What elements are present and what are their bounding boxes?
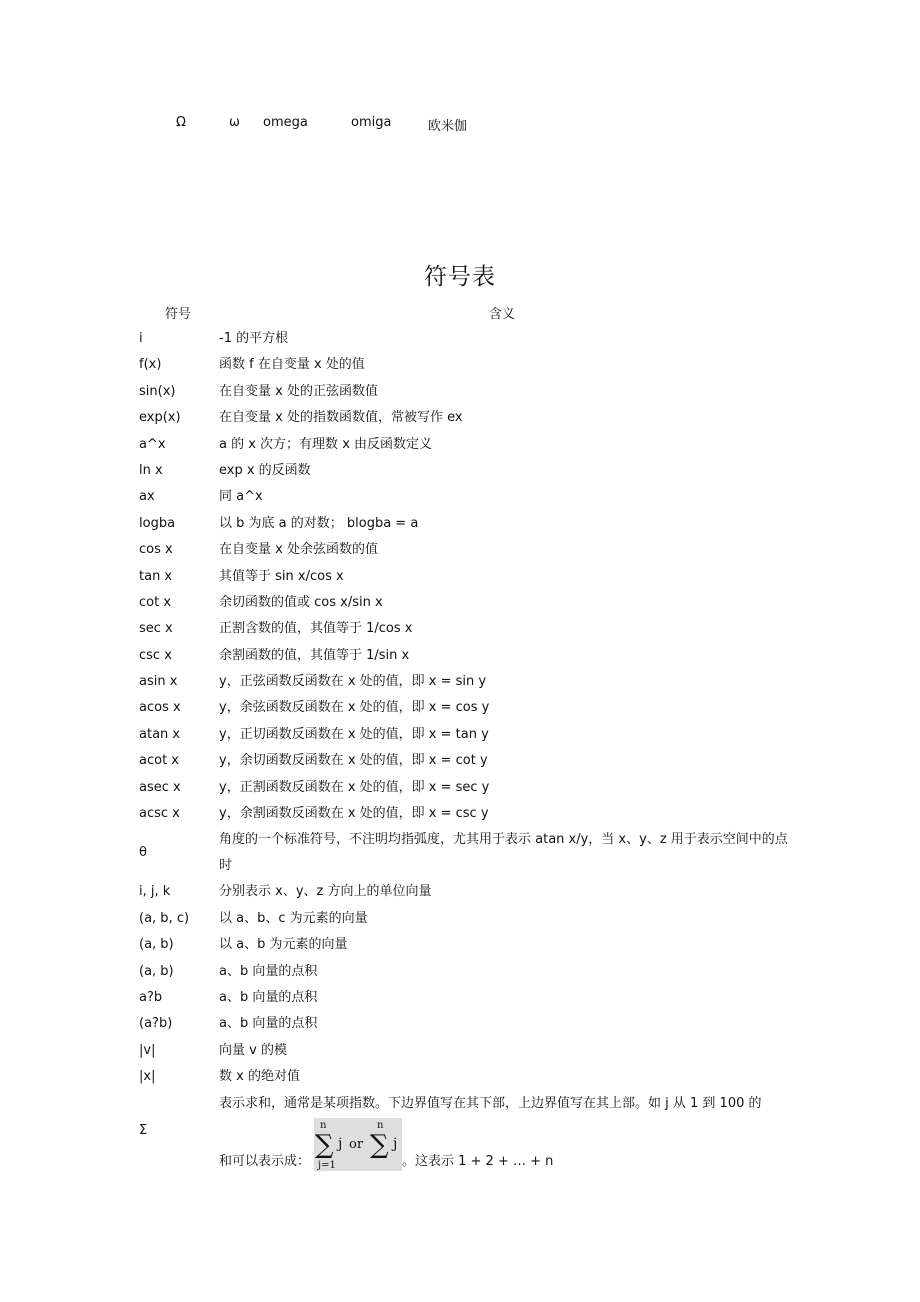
symbol-cell: sec x — [139, 621, 173, 637]
meaning-cell-line2: 和可以表示成： — [219, 1153, 311, 1169]
symbol-cell: sin(x) — [139, 383, 176, 399]
table-row — [0, 643, 920, 669]
greek-uppercase: Ω — [176, 115, 186, 130]
sum-symbol-2: ∑ — [370, 1129, 389, 1160]
symbol-cell: atan x — [139, 726, 181, 742]
table-row — [0, 564, 920, 590]
symbol-cell: ax — [139, 489, 155, 505]
table-row — [0, 458, 920, 484]
meaning-cell: 分别表示 x、y、z 方向上的单位向量 — [219, 884, 432, 900]
sum-lower-limit: j=1 — [318, 1159, 336, 1171]
summation-formula-image — [314, 1118, 402, 1171]
meaning-cell: 数 x 的绝对值 — [219, 1069, 300, 1085]
symbol-cell: tan x — [139, 568, 173, 584]
table-row — [0, 616, 920, 642]
meaning-cell: y，余切函数反函数在 x 处的值，即 x = cot y — [219, 753, 488, 769]
meaning-cell: 以 a、b、c 为元素的向量 — [219, 910, 368, 926]
meaning-cell: 正割含数的值，其值等于 1/cos x — [219, 621, 413, 637]
meaning-cell: a、b 向量的点积 — [219, 963, 318, 979]
symbol-cell: logba — [139, 515, 176, 531]
meaning-cell: 在自变量 x 处的指数函数值，常被写作 ex — [219, 410, 463, 426]
meaning-cell-line1: 表示求和，通常是某项指数。下边界值写在其下部，上边界值写在其上部。如 j 从 1 到 100 的 — [219, 1095, 762, 1111]
symbol-cell: acsc x — [139, 806, 180, 822]
symbol-cell: a?b — [139, 989, 163, 1005]
sum-connector: or — [349, 1136, 364, 1152]
table-row — [0, 932, 920, 958]
symbol-cell: acos x — [139, 700, 181, 716]
table-row — [0, 326, 920, 352]
symbol-cell: acot x — [139, 753, 179, 769]
meaning-cell: a、b 向量的点积 — [219, 989, 318, 1005]
symbol-column-header: 符号 — [165, 307, 192, 322]
symbol-cell: exp(x) — [139, 410, 181, 426]
sum-term-2: j — [393, 1135, 398, 1152]
meaning-column-header: 含义 — [489, 307, 516, 322]
symbol-cell: f(x) — [139, 357, 162, 373]
symbol-cell: |v| — [139, 1042, 156, 1058]
greek-lowercase: ω — [229, 115, 240, 130]
table-row — [0, 748, 920, 774]
meaning-cell-tail: 。这表示 1 + 2 + … + n — [402, 1153, 554, 1169]
meaning-cell: 在自变量 x 处余弦函数的值 — [219, 542, 378, 558]
table-row — [0, 879, 920, 905]
table-row — [0, 801, 920, 827]
symbol-cell: i, j, k — [139, 884, 171, 900]
greek-letter-row — [0, 115, 920, 133]
table-row — [0, 379, 920, 405]
sum-term-1: j — [338, 1135, 343, 1152]
table-row — [0, 775, 920, 801]
table-row-theta — [0, 827, 920, 879]
meaning-cell: 余割函数的值，其值等于 1/sin x — [219, 647, 410, 663]
table-row — [0, 590, 920, 616]
symbol-cell: |x| — [139, 1069, 156, 1085]
greek-name: omega — [263, 115, 308, 130]
table-row — [0, 405, 920, 431]
table-row — [0, 1038, 920, 1064]
symbol-cell: θ — [139, 845, 147, 861]
meaning-cell: 余切函数的值或 cos x/sin x — [219, 594, 383, 610]
table-row — [0, 511, 920, 537]
symbol-cell: cos x — [139, 542, 173, 558]
meaning-cell: 向量 v 的模 — [219, 1042, 287, 1058]
greek-chinese-name: 欧米伽 — [428, 119, 468, 134]
meaning-cell: y，余弦函数反函数在 x 处的值，即 x = cos y — [219, 700, 490, 716]
meaning-cell: 以 a、b 为元素的向量 — [219, 937, 348, 953]
symbol-cell: (a, b, c) — [139, 910, 190, 926]
meaning-cell: y，正弦函数反函数在 x 处的值，即 x = sin y — [219, 674, 487, 690]
table-row-sigma — [0, 1091, 920, 1181]
meaning-cell: -1 的平方根 — [219, 331, 289, 346]
symbol-cell: (a, b) — [139, 937, 174, 953]
meaning-cell: 在自变量 x 处的正弦函数值 — [219, 383, 378, 399]
symbol-cell: asec x — [139, 779, 181, 795]
meaning-cell: 同 a^x — [219, 489, 263, 505]
symbol-table — [0, 326, 920, 1181]
sum-upper-limit-2: n — [377, 1119, 384, 1131]
meaning-cell: a、b 向量的点积 — [219, 1016, 318, 1032]
symbol-cell: Σ — [139, 1122, 148, 1138]
table-row — [0, 1011, 920, 1037]
symbol-cell: csc x — [139, 647, 172, 663]
symbol-cell: ln x — [139, 462, 163, 478]
table-row — [0, 352, 920, 378]
meaning-cell: 角度的一个标准符号，不注明均指弧度，尤其用于表示 atan x/y，当 x、y、z 用于表示空间中的点时 — [219, 832, 788, 874]
symbol-cell: (a?b) — [139, 1016, 173, 1032]
symbol-cell: asin x — [139, 674, 178, 690]
meaning-cell: a 的 x 次方；有理数 x 由反函数定义 — [219, 436, 433, 452]
symbol-cell: (a, b) — [139, 963, 174, 979]
meaning-cell: 函数 f 在自变量 x 处的值 — [219, 357, 365, 373]
meaning-cell: exp x 的反函数 — [219, 462, 311, 478]
greek-alt-spelling: omiga — [351, 115, 392, 130]
meaning-cell: 以 b 为底 a 的对数； blogba = a — [219, 515, 419, 531]
symbol-cell: i — [139, 331, 143, 346]
table-row — [0, 985, 920, 1011]
table-row — [0, 906, 920, 932]
table-row — [0, 669, 920, 695]
table-row — [0, 959, 920, 985]
meaning-cell: y，正割函数反函数在 x 处的值，即 x = sec y — [219, 779, 490, 795]
meaning-cell: y，正切函数反函数在 x 处的值，即 x = tan y — [219, 726, 489, 742]
meaning-cell: y，余割函数反函数在 x 处的值，即 x = csc y — [219, 806, 489, 822]
table-row — [0, 537, 920, 563]
sum-upper-limit-1: n — [320, 1119, 327, 1131]
table-row — [0, 1064, 920, 1090]
sum-symbol-1: ∑ — [315, 1129, 334, 1160]
summation-formula-svg — [314, 1118, 402, 1171]
symbol-cell: a^x — [139, 436, 166, 452]
table-row — [0, 432, 920, 458]
table-row — [0, 484, 920, 510]
table-row — [0, 722, 920, 748]
page-title: 符号表 — [424, 264, 496, 290]
symbol-cell: cot x — [139, 594, 172, 610]
meaning-cell: 其值等于 sin x/cos x — [219, 568, 344, 584]
table-row — [0, 695, 920, 721]
